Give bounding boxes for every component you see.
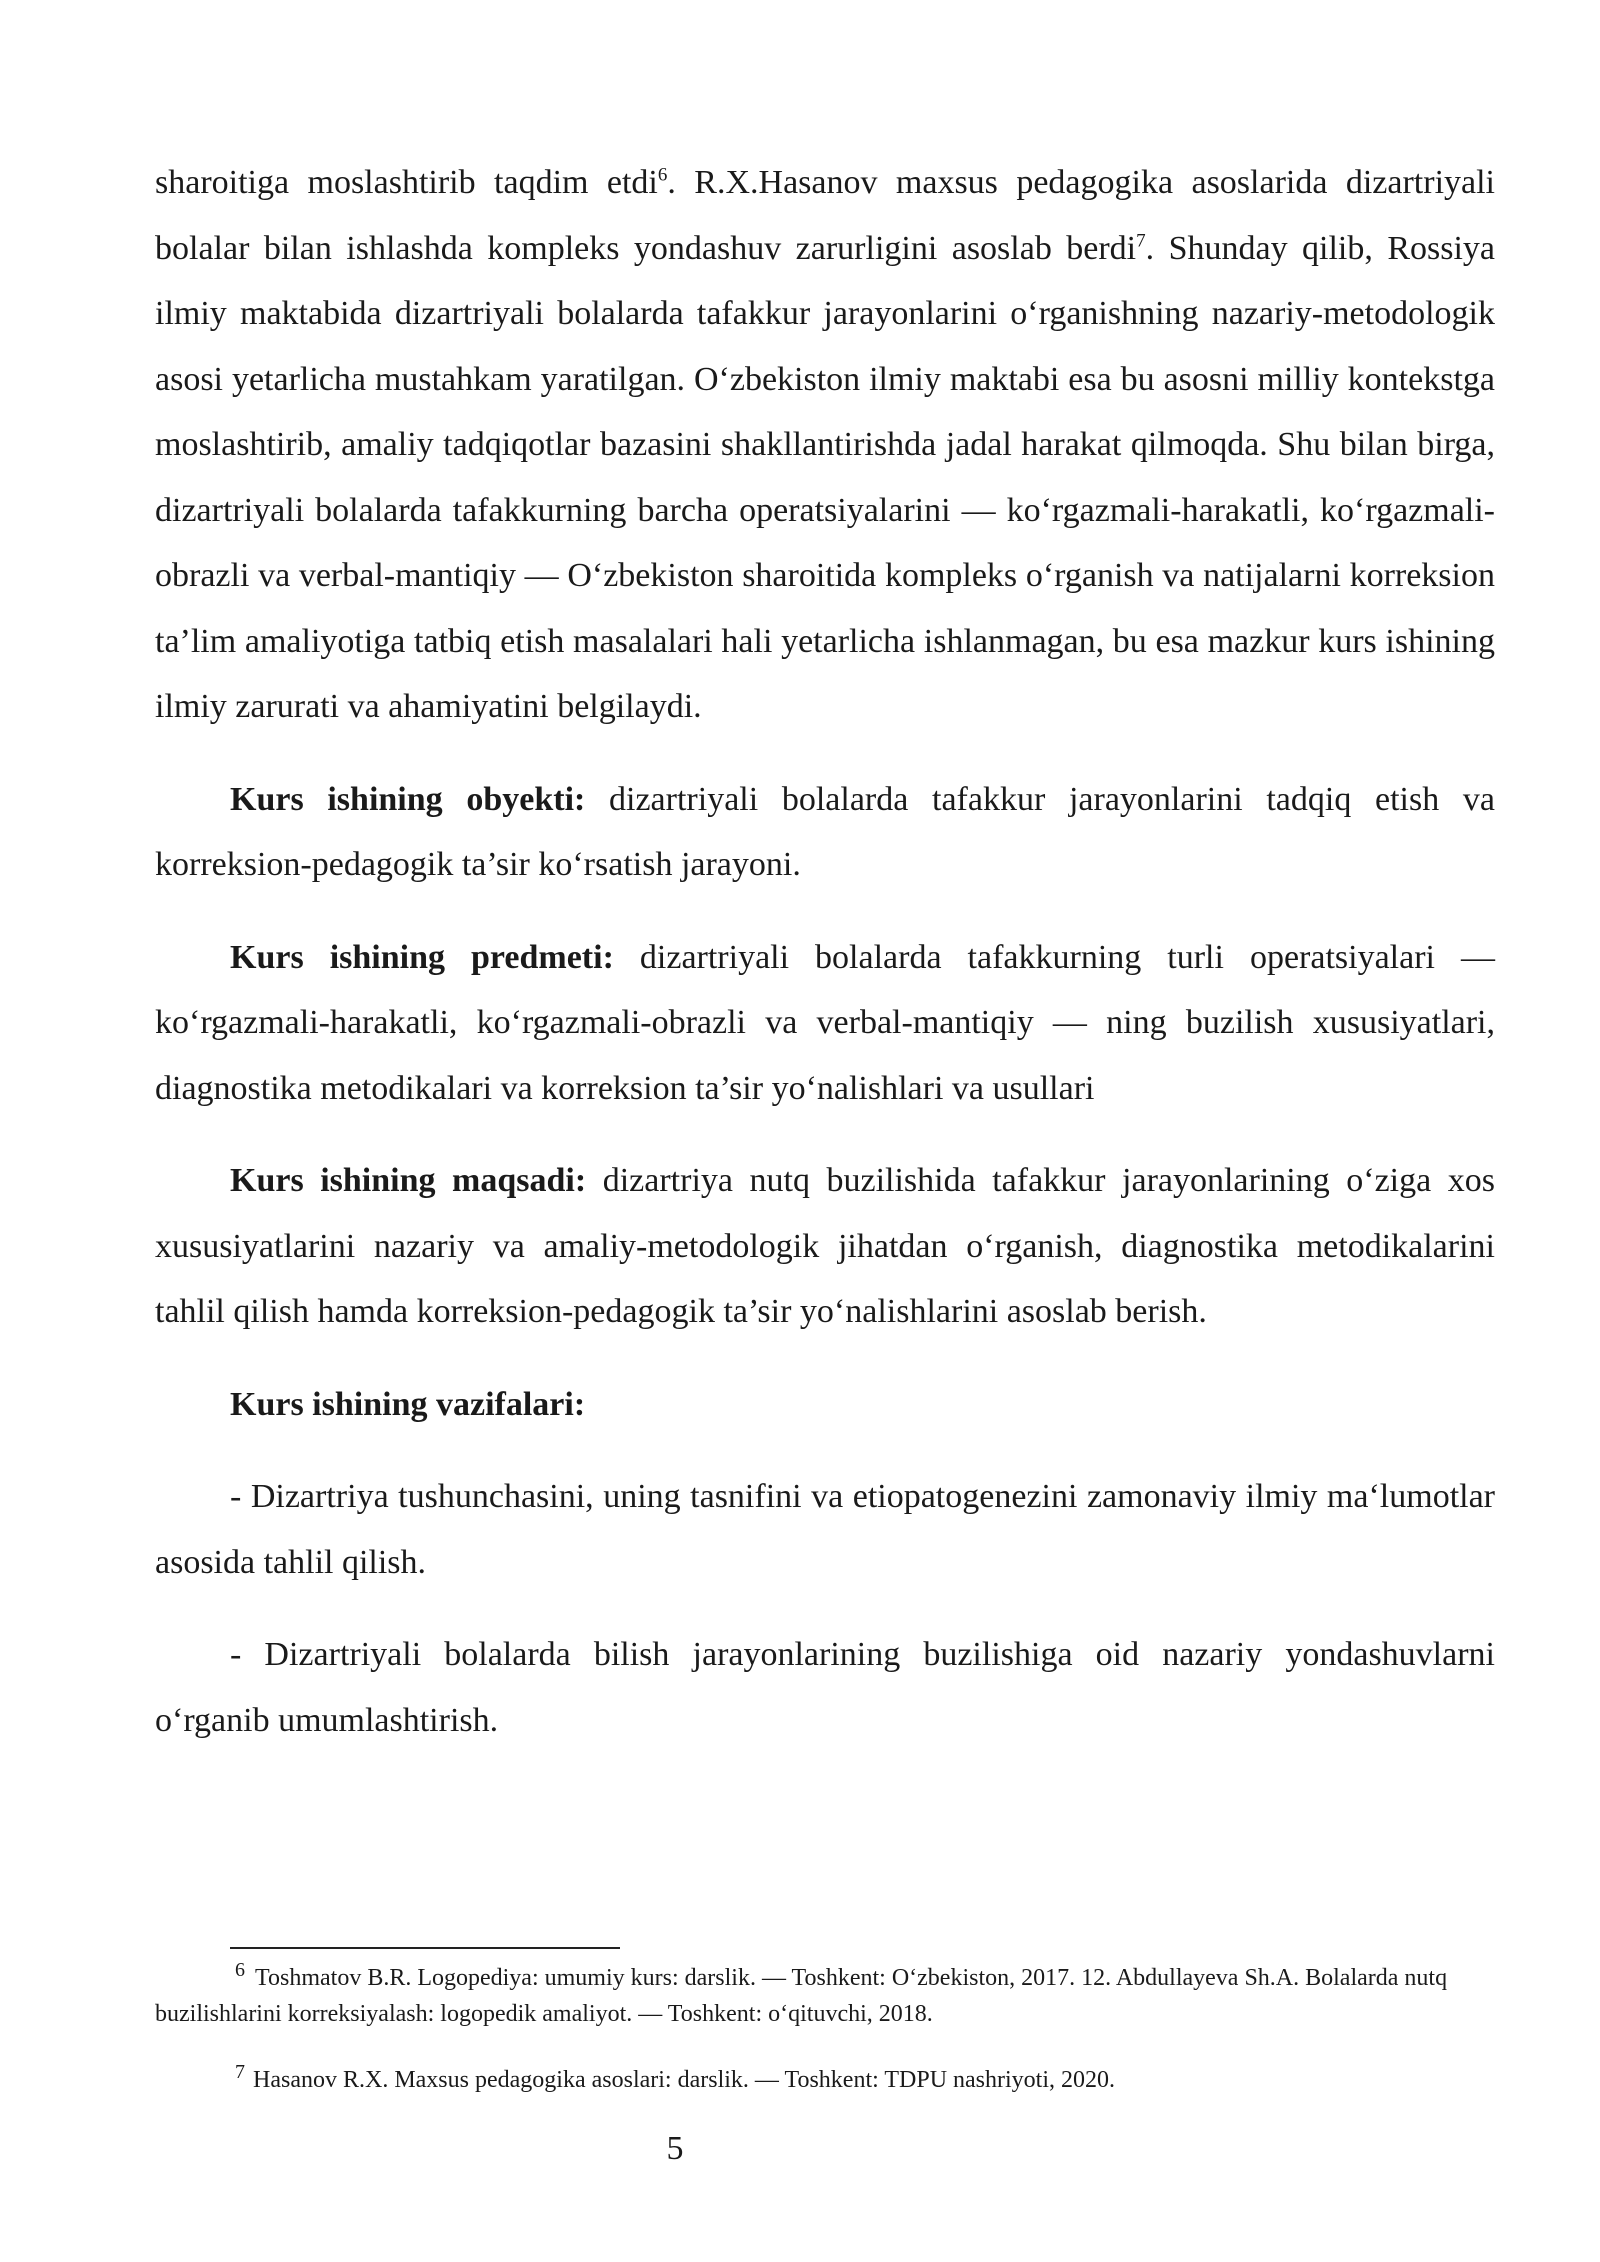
footnote-7 <box>155 2062 1495 2098</box>
document-page <box>155 150 1495 1753</box>
tasks-heading <box>155 1372 1495 1438</box>
footnotes <box>155 1960 1495 2098</box>
page-number: 5 <box>666 2130 684 2167</box>
tasks-label: Kurs ishining vazifalari: <box>230 1385 586 1423</box>
goal-paragraph <box>155 1148 1495 1345</box>
task-item: - Dizartriyali bolalarda bilish jarayonlarining buzilishiga oid nazariy yondashuvlarni o‘rganib umumlashtirish. <box>155 1636 1495 1739</box>
text-run: . Shunday qilib, Rossiya ilmiy maktabida dizartriyali bolalarda tafakkur jarayonlarini o‘rganishning nazariy-metodologik asosi yetarlicha mustahkam yaratilgan. O‘zbekiston ilmiy maktabi esa bu asosni milliy kontekstga moslashtirib, amaliy tadqiqotlar bazasini shakllantirishda jadal harakat qilmoqda. Shu bilan birga, dizartriyali bolalarda tafakkurning barcha operatsiyalarini — ko‘rgazmali-harakatli, ko‘rgazmali-obrazli va verbal-mantiqiy — O‘zbekiston sharoitida kompleks o‘rganish va natijalarni korreksion ta’lim amaliyotiga tatbiq etish masalalari hali yetarlicha ishlanmagan, bu esa mazkur kurs ishining ilmiy zarurati va ahamiyatini belgilaydi. <box>155 229 1495 725</box>
footnote-text: Hasanov R.X. Maxsus pedagogika asoslari: darslik. — Toshkent: TDPU nashriyoti, 2020. <box>253 2067 1116 2093</box>
text-run: . R.X.Hasanov maxsus pedagogika asoslarida dizartriyali bolalar bilan ishlashda kompleks yondashuv zarurligini asoslab berdi <box>155 164 1495 267</box>
object-paragraph <box>155 767 1495 898</box>
task-item: - Dizartriya tushunchasini, uning tasnifini va etiopatogenezini zamonaviy ilmiy ma‘lumotlar asosida tahlil qilish. <box>155 1478 1495 1581</box>
footnote-separator <box>230 1947 620 1949</box>
subject-paragraph <box>155 925 1495 1122</box>
body-paragraph-continuation <box>155 150 1495 740</box>
subject-text: dizartriyali bolalarda tafakkurning turli operatsiyalari — ko‘rgazmali-harakatli, ko‘rgazmali-obrazli va verbal-mantiqiy — ning buzilish xususiyatlari, diagnostika metodikalari va korreksion ta’sir yo‘nalishlari va usullari <box>155 938 1495 1107</box>
object-text: dizartriyali bolalarda tafakkur jarayonlarini tadqiq etish va korreksion-pedagogik ta’sir ko‘rsatish jarayoni. <box>155 780 1495 883</box>
goal-label: Kurs ishining maqsadi: <box>230 1162 587 1199</box>
footnote-number: 6 <box>235 1959 245 1981</box>
footnote-ref-6[interactable]: 6 <box>657 164 668 186</box>
footnote-6 <box>155 1960 1495 2032</box>
footnote-text: Toshmatov B.R. Logopediya: umumiy kurs: darslik. — Toshkent: O‘zbekiston, 2017. 12. Abdullayeva Sh.A. Bolalarda nutq buzilishlarini korreksiyalash: logopedik amaliyot. — Toshkent: o‘qituvchi, 2018. <box>155 1965 1448 2027</box>
text-run: sharoitiga moslashtirib taqdim etdi <box>155 164 658 201</box>
footnote-ref-7[interactable]: 7 <box>1136 230 1146 252</box>
footnote-number: 7 <box>235 2061 245 2083</box>
subject-label: Kurs ishining predmeti: <box>230 938 614 976</box>
goal-text: dizartriya nutq buzilishida tafakkur jarayonlarining o‘ziga xos xususiyatlarini nazariy va amaliy-metodologik jihatdan o‘rganish, diagnostika metodikalarini tahlil qilish hamda korreksion-pedagogik ta’sir yo‘nalishlarini asoslab berish. <box>155 1162 1495 1330</box>
object-label: Kurs ishining obyekti: <box>230 780 586 818</box>
